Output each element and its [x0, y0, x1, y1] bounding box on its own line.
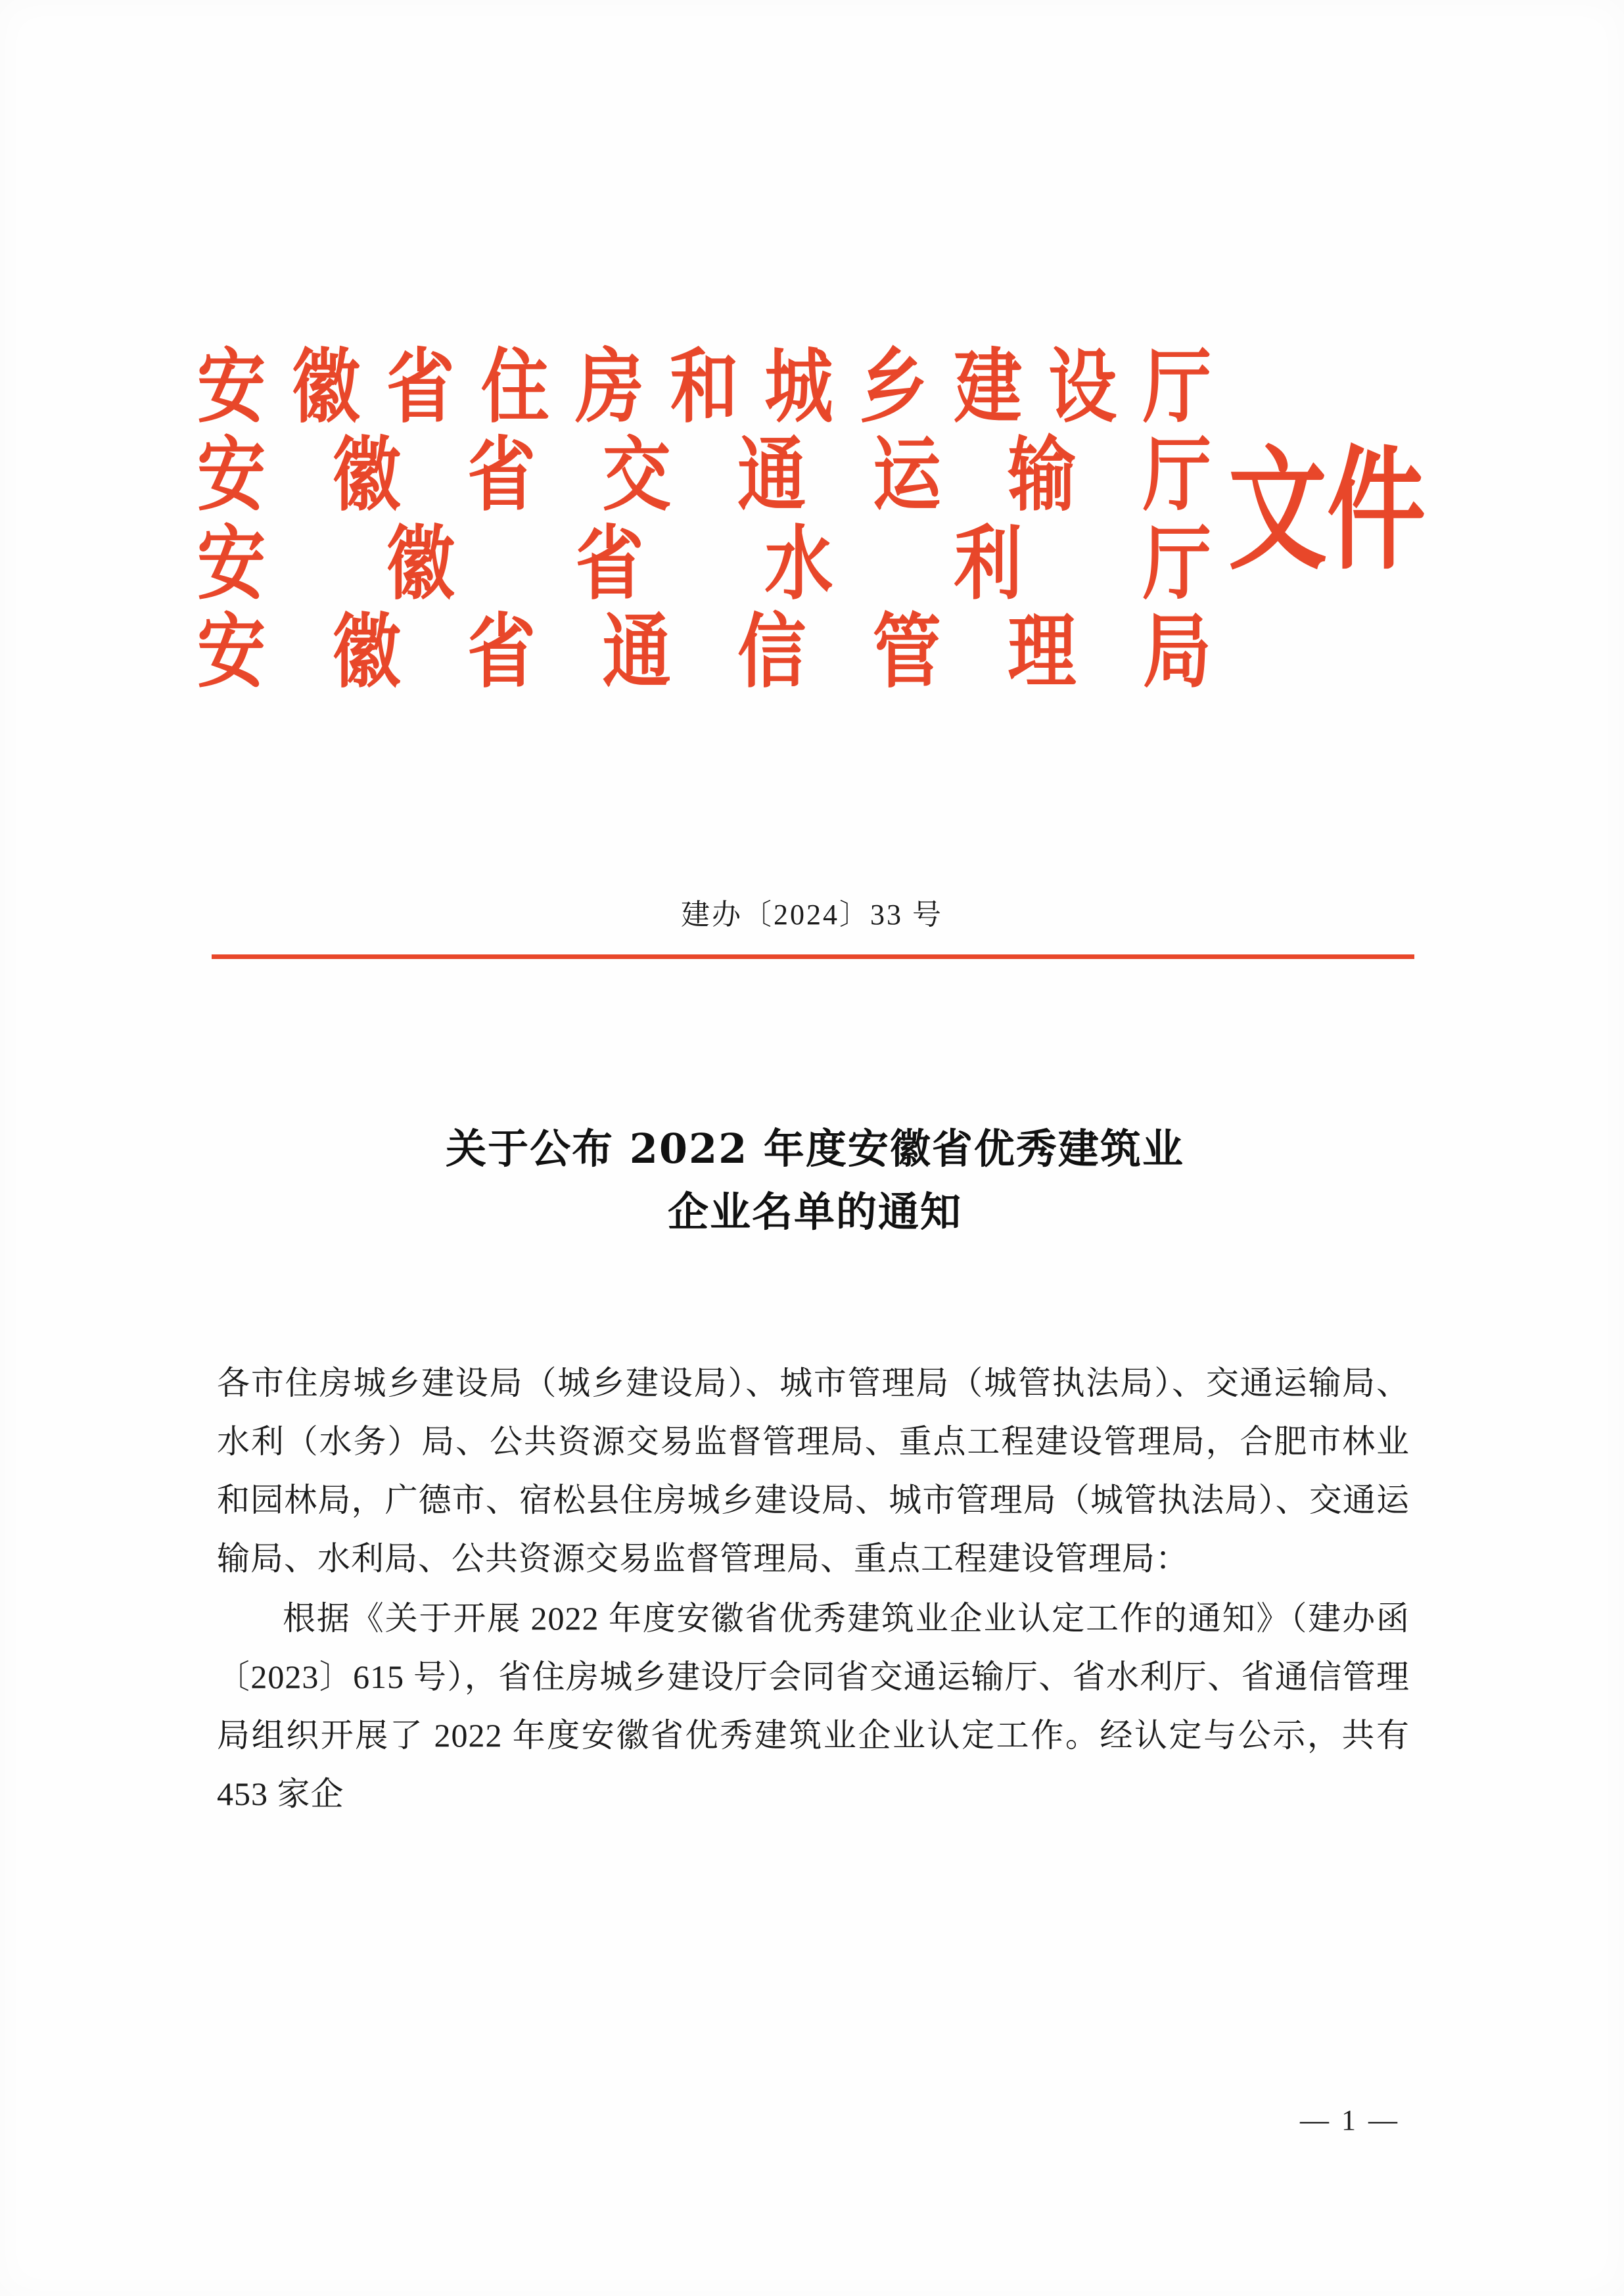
agency-line-2: 安徽省交通运输厅 [197, 427, 1213, 523]
document-body [217, 1354, 1410, 1825]
body-paragraph-1: 各市住房城乡建设局（城乡建设局）、城市管理局（城管执法局）、交通运输局、水利（水务）局、公共资源交易监督管理局、重点工程建设管理局，合肥市林业和园林局，广德市、宿松县住房城乡建设局、城市管理局（城管执法局）、交通运输局、水利局、公共资源交易监督管理局、重点工程建设管理局： [217, 1365, 1410, 1577]
document-number: 建办〔2024〕33 号 [681, 899, 943, 931]
page-title-line-1: 关于公布 2022 年度安徽省优秀建筑业 [446, 1125, 1184, 1173]
agency-line-4: 安徽省通信管理局 [197, 603, 1213, 699]
agency-line-3: 安徽省水利厅 [197, 515, 1213, 611]
page-number: — 1 — [1300, 2104, 1400, 2136]
document-word-mark: 文件 [1228, 432, 1426, 589]
page-title-line-2: 企业名单的通知 [667, 1188, 962, 1236]
letterhead [197, 339, 1433, 699]
agency-line-1: 安徽省住房和城乡建设厅 [197, 339, 1213, 434]
page-title [276, 1117, 1354, 1244]
body-paragraph-2: 根据《关于开展 2022 年度安徽省优秀建筑业企业认定工作的通知》（建办函〔2023〕615 号），省住房城乡建设厅会同省交通运输厅、省水利厅、省通信管理局组织开展了 2022 年度安徽省优秀建筑业企业认定工作。经认定与公示，共有 453 家企 [217, 1600, 1410, 1812]
issuing-agencies [197, 339, 1213, 699]
red-separator-rule [212, 954, 1414, 959]
